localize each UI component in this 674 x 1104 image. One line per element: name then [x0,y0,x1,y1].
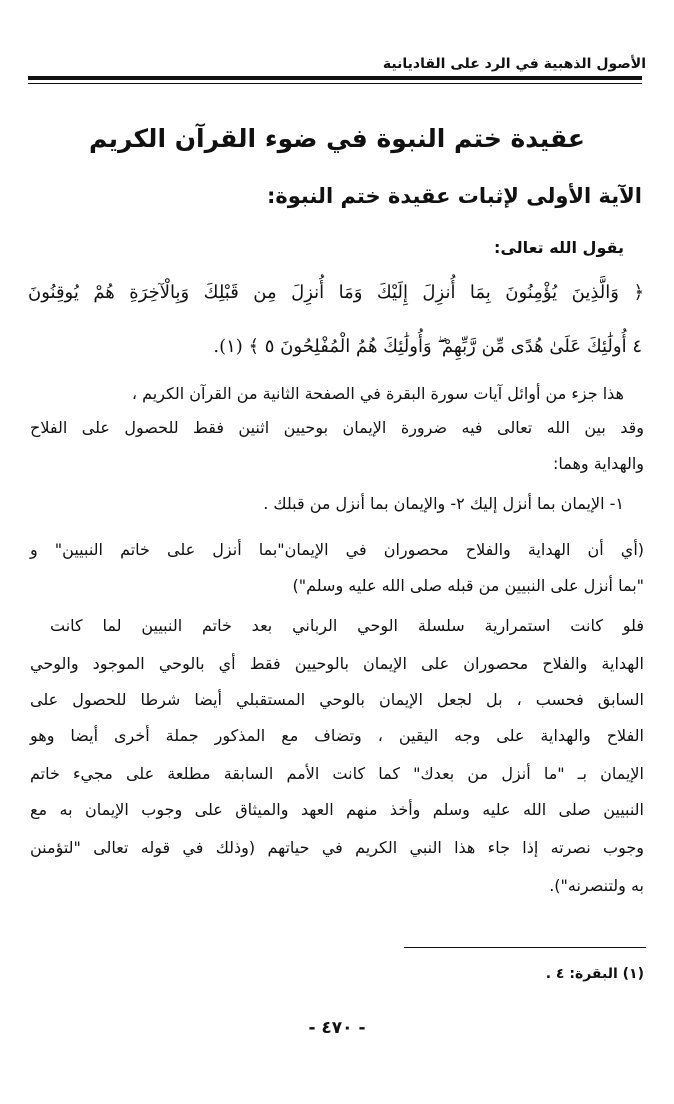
section-heading: الآية الأولى لإثبات عقيدة ختم النبوة: [266,184,642,208]
paragraph2-line-5: الإيمان بـ "ما أنزل من بعدك" كما كانت الأمم السابقة مطلعة على مجيء خاتم [30,764,644,783]
footnote-separator [404,947,646,948]
paragraph2-line-4: الفلاح والهداية على وجه اليقين ، وتضاف مع المذكور جملة أخرى أيضا وهو [30,726,644,745]
paragraph2-line-2: الهداية والفلاح محصوران على الإيمان بالوحيين فقط أي بالوحي الموجود والوحي [30,654,644,673]
paragraph2-line-7: وجوب نصرته إذا جاء هذا النبي الكريم في حياتهم (وذلك في قوله تعالى "لتؤمنن [30,838,644,857]
paragraph2-line-3: السابق فحسب ، بل لجعل الإيمان بالوحي المستقبلي أيضا شرطا للحصول على [30,690,644,709]
intro-line: يقول الله تعالى: [494,238,624,257]
chapter-title: عقيدة ختم النبوة في ضوء القرآن الكريم [88,124,586,153]
parenthetical-line-2: "بما أنزل على النبيين من قبله صلى الله عليه وسلم") [292,576,644,595]
running-header: الأصول الذهبية في الرد على القاديانية [382,56,646,72]
paragraph1-line-1: هذا جزء من أوائل آيات سورة البقرة في الصفحة الثانية من القرآن الكريم ، [131,384,624,403]
paragraph2-line-1: فلو كانت استمرارية سلسلة الوحي الرباني بعد خاتم النبيين لما كانت [50,616,644,635]
quran-verse-line-1: ﴿ وَالَّذِينَ يُؤْمِنُونَ بِمَا أُنزِلَ إِلَيْكَ وَمَا أُنزِلَ مِن قَبْلِكَ وَبِالْآخِرَةِ هُمْ يُوقِنُونَ [28,282,644,303]
header-rule-thin [28,83,642,84]
footnote: (١) البقرة: ٤ . [545,966,644,982]
paragraph1-line-2: وقد بين الله تعالى فيه ضرورة الإيمان بوحيين اثنين فقط للحصول على الفلاح [30,418,644,437]
paragraph2-line-6: النبيين صلى الله عليه وسلم وأخذ منهم العهد والميثاق على وجوب الإيمان به مع [30,800,644,819]
parenthetical-line-1: (أي أن الهداية والفلاح محصوران في الإيمان"بما أنزل على خاتم النبيين" و [30,540,644,559]
quran-verse-line-2: ٤ أُولَٰئِكَ عَلَىٰ هُدًى مِّن رَّبِّهِمْ ۖ وَأُولَٰئِكَ هُمُ الْمُفْلِحُونَ ٥ ﴾ (١). [213,336,642,357]
paragraph1-line-3: والهداية وهما: [552,454,644,473]
page-number: - ٤٧٠ - [308,1018,366,1038]
paragraph2-line-8: به ولتنصرنه"). [549,876,644,895]
list-item: ١- الإيمان بما أنزل إليك ٢- والإيمان بما أنزل من قبلك . [263,494,624,513]
header-rule-thick [28,76,642,80]
